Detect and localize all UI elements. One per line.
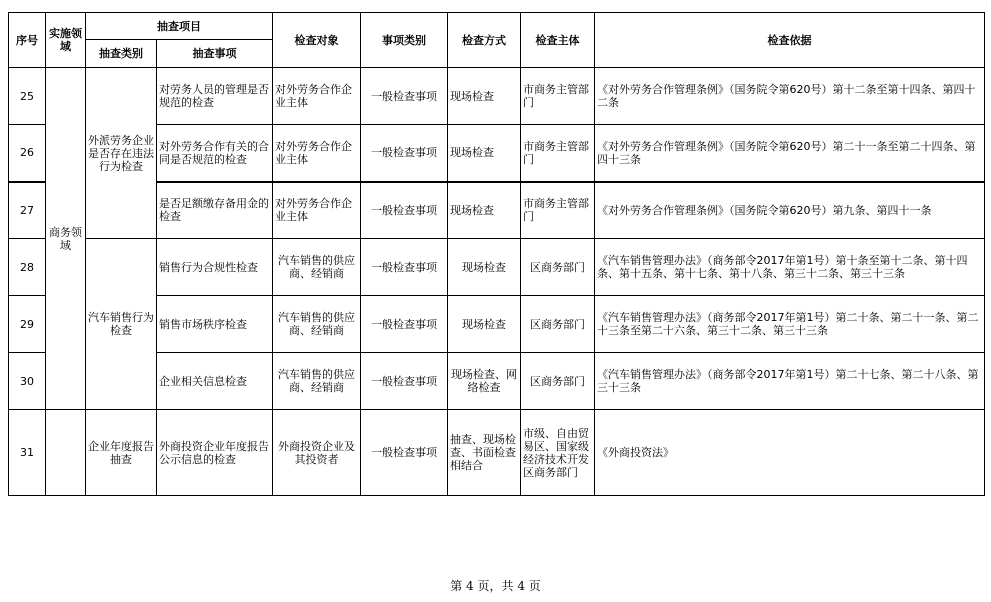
category-cell: 企业年度报告抽查 (86, 410, 157, 496)
row-seq: 29 (9, 296, 46, 353)
basis-cell: 《对外劳务合作管理条例》（国务院令第620号）第九条、第四十一条 (595, 182, 985, 239)
item-cell: 销售行为合规性检查 (157, 239, 273, 296)
basis-cell: 《对外劳务合作管理条例》（国务院令第620号）第二十一条至第二十四条、第四十三条 (595, 125, 985, 182)
type-cell: 一般检查事项 (361, 239, 448, 296)
domain-cell: 商务领域 (46, 68, 86, 410)
item-cell: 销售市场秩序检查 (157, 296, 273, 353)
subject-cell: 市商务主管部门 (521, 125, 595, 182)
type-cell: 一般检查事项 (361, 296, 448, 353)
table-row (9, 239, 985, 296)
method-cell: 现场检查、网络检查 (448, 353, 521, 410)
table-row (9, 410, 985, 496)
method-cell: 现场检查 (448, 239, 521, 296)
basis-cell: 《汽车销售管理办法》（商务部令2017年第1号）第十条至第十二条、第十四条、第十五条、第十七条、第十八条、第三十二条、第三十三条 (595, 239, 985, 296)
header-basis: 检查依据 (595, 13, 985, 68)
subject-cell: 市商务主管部门 (521, 182, 595, 239)
header-type: 事项类别 (361, 13, 448, 68)
type-cell: 一般检查事项 (361, 353, 448, 410)
target-cell: 对外劳务合作企业主体 (273, 182, 361, 239)
row-seq: 28 (9, 239, 46, 296)
subject-cell: 市级、自由贸易区、国家级经济技术开发区商务部门 (521, 410, 595, 496)
row-seq: 27 (9, 182, 46, 239)
table-row (9, 68, 985, 125)
item-cell: 是否足额缴存备用金的检查 (157, 182, 273, 239)
type-cell: 一般检查事项 (361, 182, 448, 239)
subject-cell: 市商务主管部门 (521, 68, 595, 125)
target-cell: 汽车销售的供应商、经销商 (273, 239, 361, 296)
basis-cell: 《汽车销售管理办法》（商务部令2017年第1号）第二十七条、第二十八条、第三十三条 (595, 353, 985, 410)
target-cell: 外商投资企业及其投资者 (273, 410, 361, 496)
header-item: 抽查事项 (157, 40, 273, 68)
category-cell: 外派劳务企业是否存在违法行为检查 (86, 68, 157, 239)
target-cell: 汽车销售的供应商、经销商 (273, 353, 361, 410)
header-seq: 序号 (9, 13, 46, 68)
target-cell: 对外劳务合作企业主体 (273, 125, 361, 182)
header-target: 检查对象 (273, 13, 361, 68)
subject-cell: 区商务部门 (521, 353, 595, 410)
basis-cell: 《对外劳务合作管理条例》（国务院令第620号）第十二条至第十四条、第四十二条 (595, 68, 985, 125)
row-seq: 26 (9, 125, 46, 182)
row-seq: 31 (9, 410, 46, 496)
target-cell: 对外劳务合作企业主体 (273, 68, 361, 125)
header-domain: 实施领域 (46, 13, 86, 68)
subject-cell: 区商务部门 (521, 239, 595, 296)
row-seq: 30 (9, 353, 46, 410)
method-cell: 现场检查 (448, 296, 521, 353)
item-cell: 对外劳务合作有关的合同是否规范的检查 (157, 125, 273, 182)
subject-cell: 区商务部门 (521, 296, 595, 353)
item-cell: 企业相关信息检查 (157, 353, 273, 410)
header-method: 检查方式 (448, 13, 521, 68)
row-seq: 25 (9, 68, 46, 125)
method-cell: 抽查、现场检查、书面检查相结合 (448, 410, 521, 496)
header-project: 抽查项目 (86, 13, 273, 40)
type-cell: 一般检查事项 (361, 125, 448, 182)
basis-cell: 《外商投资法》 (595, 410, 985, 496)
type-cell: 一般检查事项 (361, 68, 448, 125)
target-cell: 汽车销售的供应商、经销商 (273, 296, 361, 353)
type-cell: 一般检查事项 (361, 410, 448, 496)
category-cell: 汽车销售行为检查 (86, 239, 157, 410)
inspection-table (8, 12, 985, 496)
method-cell: 现场检查 (448, 68, 521, 125)
header-subject: 检查主体 (521, 13, 595, 68)
item-cell: 对劳务人员的管理是否规范的检查 (157, 68, 273, 125)
domain-cell-empty (46, 410, 86, 496)
header-category: 抽查类别 (86, 40, 157, 68)
method-cell: 现场检查 (448, 125, 521, 182)
basis-cell: 《汽车销售管理办法》（商务部令2017年第1号）第二十条、第二十一条、第二十三条至第二十六条、第三十二条、第三十三条 (595, 296, 985, 353)
item-cell: 外商投资企业年度报告公示信息的检查 (157, 410, 273, 496)
page-footer: 第 4 页，共 4 页 (450, 579, 541, 593)
method-cell: 现场检查 (448, 182, 521, 239)
